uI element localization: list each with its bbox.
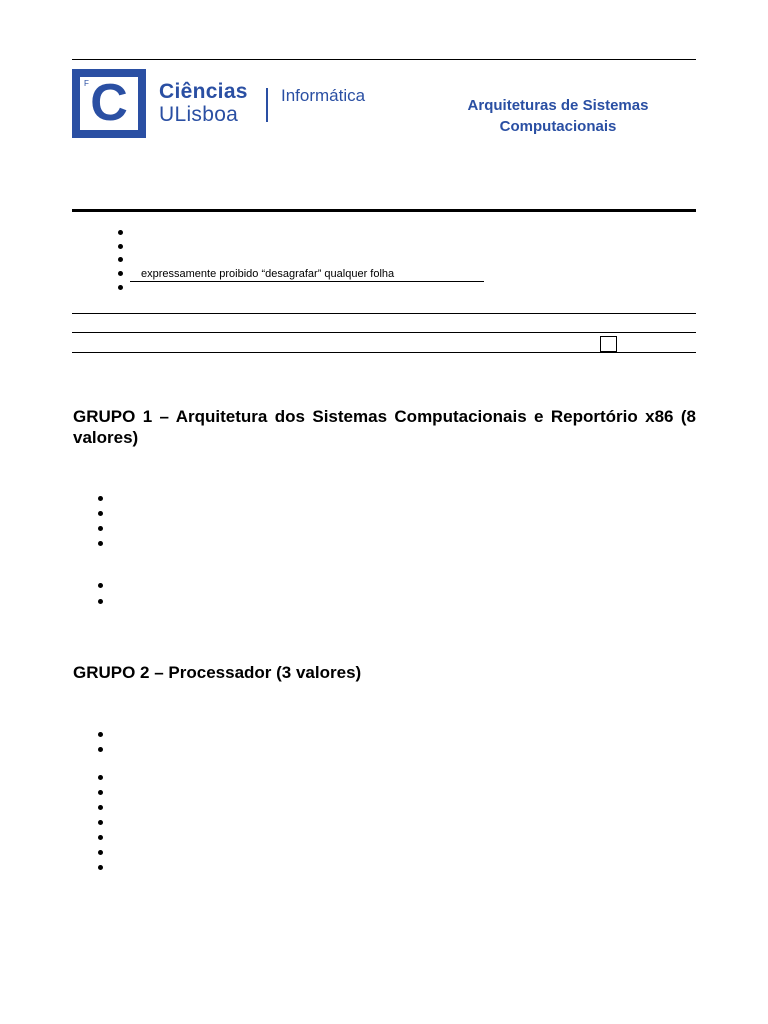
department-name: Informática [281,86,366,105]
brand-separator [266,88,268,122]
question-bullet [98,599,103,604]
question-bullet [98,747,103,752]
question-bullet [98,541,103,546]
list-item-bullet [118,244,123,249]
question-bullet [98,775,103,780]
logo-letter: C [90,74,128,132]
list-item-bullet [118,285,123,290]
course-title-line1: Arquiteturas de Sistemas [467,97,649,114]
question-bullet [98,790,103,795]
top-rule [72,59,696,60]
question-bullet [98,511,103,516]
logo-small-letter: F [84,79,89,88]
list-item-bullet [118,271,123,276]
question-bullet [98,805,103,810]
declaration-checkbox[interactable] [600,336,617,352]
faculty-logo [72,69,146,138]
course-title-line2: Computacionais [499,118,617,135]
list-item-bullet [118,230,123,235]
student-info-rule [72,313,696,314]
question-bullet [98,496,103,501]
question-bullet [98,835,103,840]
student-info-rule [72,332,696,333]
question-bullet [98,732,103,737]
question-bullet [98,526,103,531]
question-bullet [98,583,103,588]
group-2-title: GRUPO 2 – Processador (3 valores) [73,663,362,682]
question-bullet [98,865,103,870]
question-bullet [98,820,103,825]
question-bullet [98,850,103,855]
header-divider [72,209,696,212]
student-info-rule [72,352,696,353]
rule-underline [130,281,484,282]
course-title [440,95,676,137]
list-item-bullet [118,257,123,262]
brand-name-line2: ULisboa [159,103,239,126]
brand-name-line1: Ciências [159,80,248,103]
rule-no-unstaple: expressamente proibido “desagrafar” qualquer folha [141,268,395,280]
group-1-title: GRUPO 1 – Arquitetura dos Sistemas Computacionais e Reportório x86 (8 valores) [73,407,696,447]
